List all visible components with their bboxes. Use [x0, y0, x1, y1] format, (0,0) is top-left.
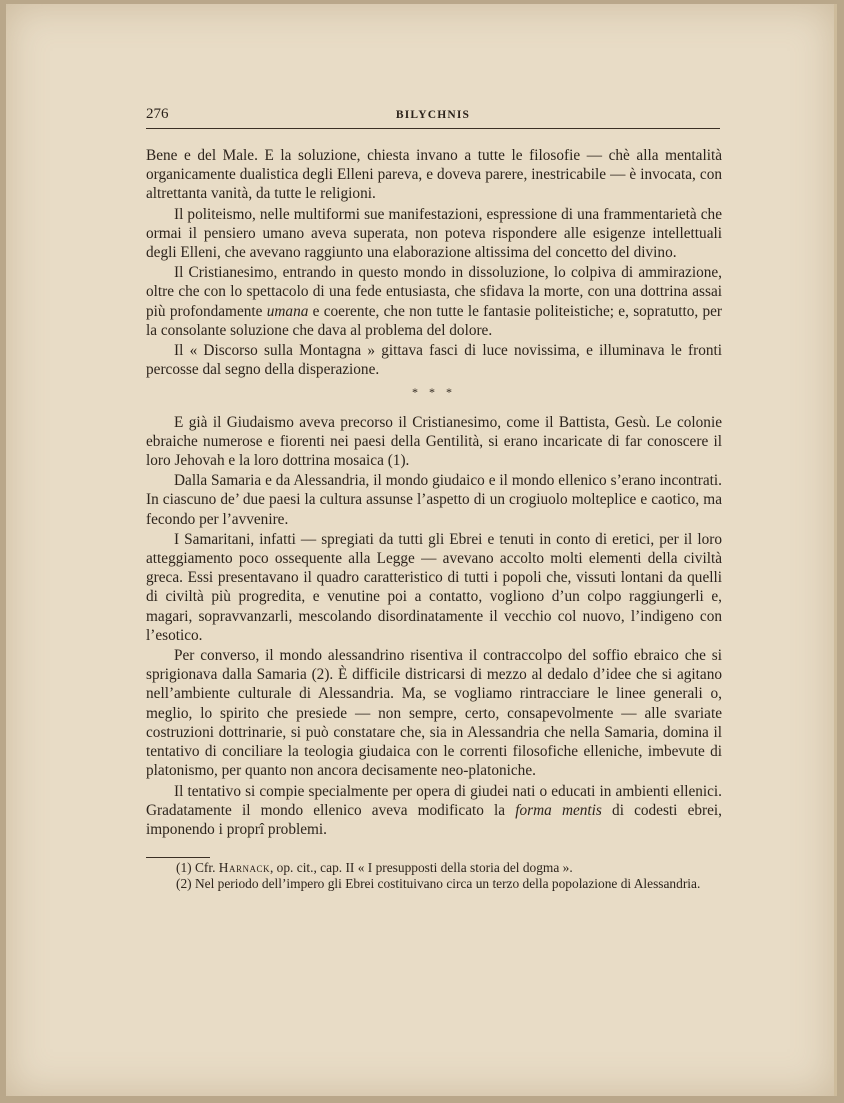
- section-separator: * * *: [412, 385, 456, 400]
- paragraph: Per converso, il mondo alessandrino risentiva il contraccolpo del soffio ebraico che si sprigionava dalla Samaria (2). È difficile districarsi di mezzo al dedalo d’idee che si agitano nell’ambiente culturale di Alessandria. Ma, se vogliamo rintracciare le linee generali o, meglio, lo spirito che presiede — non sempre, certo, consapevolmente — alle svariate costruzioni dottrinarie, si può constatare che, sia in Alessandria che nella Samaria, domina il tentativo di conciliare la teologia giudaica con le correnti filosofiche elleniche, imbevute di platonismo, per quanto non ancora decisamente neo-platoniche.: [146, 647, 722, 780]
- body-text: [146, 146, 722, 840]
- paragraph: E già il Giudaismo aveva precorso il Cristianesimo, come il Battista, Gesù. Le colonie ebraiche numerose e fiorenti nei paesi della Gentilità, si erano incaricate di far conoscere il loro Jehovah e la loro dottrina mosaica (1).: [146, 413, 722, 470]
- paragraph-text: Il tentativo si compie specialmente per opera di giudei nati o educati in ambienti ellenici. Gradatamente il mondo ellenico aveva modificato la: [146, 782, 722, 819]
- footnote: [146, 860, 722, 876]
- paragraph: Il « Discorso sulla Montagna » gittava fasci di luce novissima, e illuminava le fronti percosse dal segno della disperazione.: [146, 342, 722, 379]
- paragraph-text: di codesti ebrei, imponendo i proprî problemi.: [146, 801, 722, 838]
- page-header: [146, 104, 720, 129]
- footnote-text: , op. cit., cap. II « I presupposti della storia del dogma ».: [269, 860, 573, 875]
- running-title: BILYCHNIS: [395, 109, 471, 121]
- paragraph-text: e coerente, che non tutte le fantasie politeistiche; e, sopratutto, per la consolante soluzione che dava al problema del dolore.: [146, 302, 723, 339]
- paragraph: Bene e del Male. E la soluzione, chiesta invano a tutte le filosofie — chè alla mentalità organicamente dualistica degli Elleni pareva, e doveva parere, inestricabile — è invocata, con altrettanta vanità, da tutte le religioni.: [146, 147, 722, 203]
- italic-term: umana: [266, 302, 309, 320]
- paragraph: Il politeismo, nelle multiformi sue manifestazioni, espressione di una frammentarietà che ormai il pensiero umano aveva superata, non poteva rispondere alle esigenze intellettuali degli Elleni, che avevano raggiunto una elaborazione altissima del concetto del divino.: [146, 205, 722, 262]
- footnote-author: Harnack: [218, 860, 270, 875]
- footnote-rule: [146, 857, 210, 858]
- footnotes: [146, 860, 722, 891]
- paragraph: [146, 263, 722, 340]
- footnote-text: (1) Cfr.: [176, 860, 219, 875]
- paragraph: [146, 782, 722, 840]
- paragraph: Dalla Samaria e da Alessandria, il mondo giudaico e il mondo ellenico s’erano incontrati. In ciascuno de’ due paesi la cultura assunse l’aspetto di un crogiuolo molteplice e caotico, ma fecondo per l’avvenire.: [146, 472, 722, 528]
- page-number: 276: [146, 106, 169, 122]
- paragraph-text: Il Cristianesimo, entrando in questo mondo in dissoluzione, lo colpiva di ammirazione, oltre che con lo spettacolo di una fede entusiasta, che sfidava la morte, con una dottrina assai più profondamente: [146, 264, 722, 320]
- footnote: (2) Nel periodo dell’impero gli Ebrei costituivano circa un terzo della popolazione di Alessandria.: [176, 875, 701, 891]
- paragraph: I Samaritani, infatti — spregiati da tutti gli Ebrei e tenuti in conto di eretici, per il loro atteggiamento poco ossequente alla Legge — avevano accolto molti elementi della civiltà greca. Essi presentavano il quadro caratteristico di tutti i popoli che, vissuti lontani da quelli di civiltà più progredita, e venutine poi a contatto, vogliono d’un colpo raggiungerli e, magari, sopravvanzarli, mescolando disordinatamente il vecchio col nuovo, l’indigeno con l’esotico.: [146, 530, 722, 644]
- italic-term: forma mentis: [515, 801, 602, 819]
